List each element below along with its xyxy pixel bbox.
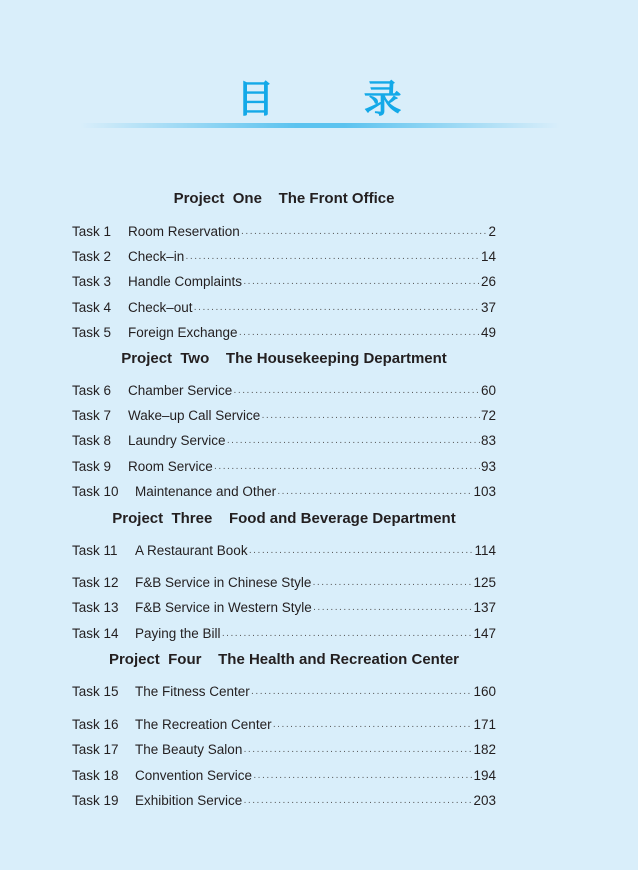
- toc-entry[interactable]: [72, 625, 496, 643]
- page-number: 171: [473, 717, 496, 732]
- task-title: Convention Service: [135, 768, 253, 783]
- page-number: 103: [473, 484, 496, 499]
- dot-leader: [239, 326, 480, 344]
- toc-entry[interactable]: [72, 223, 496, 241]
- task-number: Task 11: [72, 543, 118, 558]
- toc-entry[interactable]: [72, 792, 496, 810]
- page-number: 72: [480, 408, 496, 423]
- task-number: Task 17: [72, 742, 119, 757]
- task-number: Task 4: [72, 300, 112, 315]
- toc-entry[interactable]: [72, 458, 496, 476]
- task-title: Room Service: [128, 459, 213, 474]
- toc-entry[interactable]: [72, 599, 496, 617]
- task-number: Task 10: [72, 484, 119, 499]
- page-number: 93: [480, 459, 496, 474]
- task-title: Maintenance and Other: [135, 484, 277, 499]
- toc-entry[interactable]: [72, 716, 496, 734]
- page-number: 14: [480, 249, 496, 264]
- task-title: A Restaurant Book: [135, 543, 248, 558]
- task-title: Paying the Bill: [135, 626, 221, 641]
- page-number: 2: [488, 224, 496, 239]
- page-number: 203: [473, 793, 496, 808]
- project-heading: Project Four The Health and Recreation Center: [108, 651, 460, 668]
- task-number: Task 13: [72, 600, 119, 615]
- page-number: 26: [480, 274, 496, 289]
- task-number: Task 18: [72, 768, 119, 783]
- toc-entry[interactable]: [72, 299, 496, 317]
- page-number: 137: [473, 600, 496, 615]
- page-number: 114: [474, 543, 496, 558]
- task-number: Task 5: [72, 325, 112, 340]
- task-number: Task 1: [72, 224, 112, 239]
- dot-leader: [222, 627, 473, 645]
- page-title: 目 录: [236, 77, 440, 121]
- page-number: 60: [480, 383, 496, 398]
- task-title: Wake–up Call Service: [128, 408, 261, 423]
- toc-entry[interactable]: [72, 483, 496, 501]
- toc-entry[interactable]: [72, 767, 496, 785]
- dot-leader: [243, 743, 472, 761]
- toc-entry[interactable]: [72, 432, 496, 450]
- toc-entry[interactable]: [72, 407, 496, 425]
- page-number: 147: [473, 626, 496, 641]
- page-number: 83: [480, 433, 496, 448]
- task-number: Task 6: [72, 383, 112, 398]
- task-number: Task 14: [72, 626, 119, 641]
- task-title: The Beauty Salon: [135, 742, 243, 757]
- dot-leader: [277, 485, 472, 503]
- page-number: 49: [480, 325, 496, 340]
- task-title: F&B Service in Chinese Style: [135, 575, 312, 590]
- toc-entry[interactable]: [72, 683, 496, 701]
- task-title: Room Reservation: [128, 224, 240, 239]
- dot-leader: [251, 685, 473, 703]
- task-title: Exhibition Service: [135, 793, 243, 808]
- dot-leader: [261, 409, 480, 427]
- project-heading: Project One The Front Office: [173, 190, 395, 207]
- project-heading: Project Three Food and Beverage Department: [112, 510, 456, 527]
- dot-leader: [253, 769, 472, 787]
- dot-leader: [185, 250, 480, 268]
- title-underline: [80, 123, 560, 128]
- dot-leader: [243, 275, 480, 293]
- task-number: Task 7: [72, 408, 112, 423]
- page-number: 194: [473, 768, 496, 783]
- toc-entry[interactable]: [72, 324, 496, 342]
- task-title: Chamber Service: [128, 383, 233, 398]
- toc-entry[interactable]: [72, 248, 496, 266]
- dot-leader: [243, 794, 472, 812]
- task-number: Task 12: [72, 575, 119, 590]
- dot-leader: [312, 576, 472, 594]
- task-title: The Fitness Center: [135, 684, 250, 699]
- task-number: Task 19: [72, 793, 119, 808]
- task-title: Check–in: [128, 249, 185, 264]
- dot-leader: [214, 460, 480, 478]
- project-heading: Project Two The Housekeeping Department: [121, 350, 447, 367]
- task-number: Task 15: [72, 684, 119, 699]
- dot-leader: [313, 601, 473, 619]
- task-title: F&B Service in Western Style: [135, 600, 312, 615]
- toc-entry[interactable]: [72, 382, 496, 400]
- dot-leader: [233, 384, 480, 402]
- task-title: Foreign Exchange: [128, 325, 238, 340]
- page-number: 182: [473, 742, 496, 757]
- dot-leader: [227, 434, 480, 452]
- dot-leader: [194, 301, 480, 319]
- page-number: 37: [480, 300, 496, 315]
- toc-entry[interactable]: [72, 542, 496, 560]
- toc-entry[interactable]: [72, 741, 496, 759]
- task-number: Task 8: [72, 433, 112, 448]
- dot-leader: [249, 544, 474, 562]
- toc-entry[interactable]: [72, 273, 496, 291]
- dot-leader: [273, 718, 473, 736]
- task-number: Task 2: [72, 249, 112, 264]
- task-title: Laundry Service: [128, 433, 226, 448]
- toc-entry[interactable]: [72, 574, 496, 592]
- page-number: 125: [473, 575, 496, 590]
- page-number: 160: [473, 684, 496, 699]
- task-number: Task 9: [72, 459, 112, 474]
- task-number: Task 16: [72, 717, 119, 732]
- dot-leader: [241, 225, 488, 243]
- task-title: The Recreation Center: [135, 717, 272, 732]
- task-title: Check–out: [128, 300, 193, 315]
- task-number: Task 3: [72, 274, 112, 289]
- task-title: Handle Complaints: [128, 274, 243, 289]
